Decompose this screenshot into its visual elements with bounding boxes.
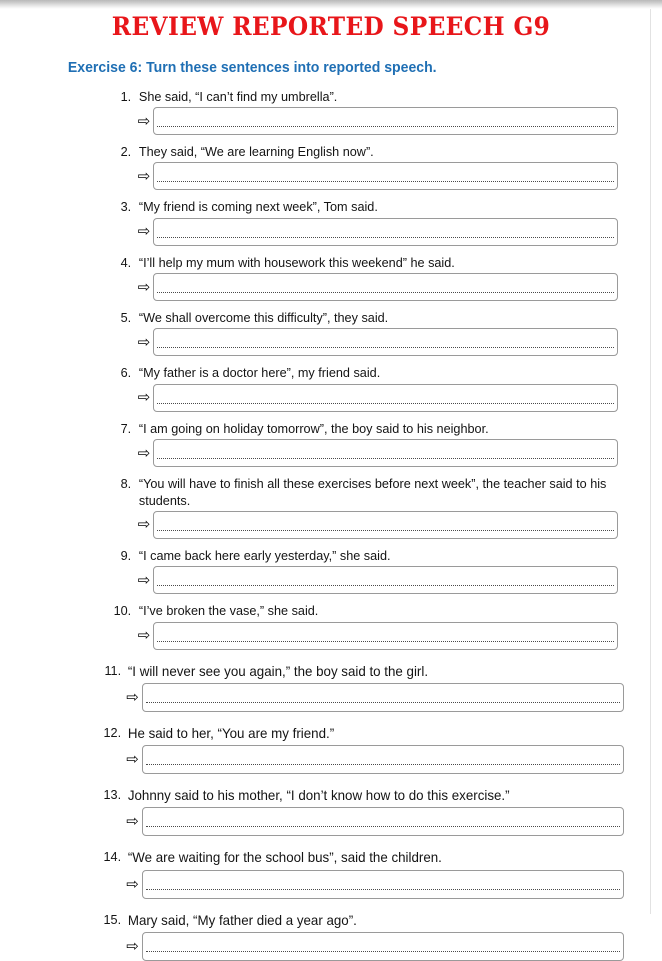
prompt-sentence <box>112 199 640 215</box>
item-number: 5. <box>120 310 132 326</box>
right-arrow-icon: ⇨ <box>137 111 151 130</box>
item-sentence-text: “You will have to finish all these exercises before next week”, the teacher said to his students. <box>138 476 607 508</box>
exercise-item <box>0 912 662 961</box>
exercise-item <box>0 849 662 898</box>
answer-writing-line <box>157 347 614 348</box>
right-arrow-icon: ⇨ <box>137 570 151 589</box>
answer-row <box>124 870 662 899</box>
answer-writing-line <box>146 951 620 952</box>
item-sentence-text: “My father is a doctor here”, my friend said. <box>138 365 381 381</box>
answer-row <box>136 566 662 594</box>
answer-box[interactable] <box>142 932 624 961</box>
item-number: 8. <box>120 476 132 492</box>
prompt-sentence <box>112 421 640 437</box>
exercise-item <box>0 663 662 712</box>
item-sentence-text: Johnny said to his mother, “I don’t know how to do this exercise.” <box>127 787 510 804</box>
right-arrow-icon: ⇨ <box>137 222 151 241</box>
answer-writing-line <box>157 126 614 127</box>
answer-row <box>136 622 662 650</box>
answer-box[interactable] <box>142 745 624 774</box>
prompt-sentence <box>112 365 640 381</box>
answer-row <box>124 683 662 712</box>
answer-row <box>124 745 662 774</box>
right-arrow-icon: ⇨ <box>137 388 151 407</box>
answer-box[interactable] <box>153 273 618 301</box>
answer-row <box>136 328 662 356</box>
item-sentence-text: Mary said, “My father died a year ago”. <box>127 911 357 928</box>
prompt-sentence <box>100 725 640 742</box>
right-arrow-icon: ⇨ <box>126 750 139 769</box>
exercise-item <box>0 144 662 190</box>
right-arrow-icon: ⇨ <box>126 936 139 955</box>
prompt-sentence <box>100 787 640 804</box>
exercise-item <box>0 476 662 539</box>
item-sentence-text: “We are waiting for the school bus”, said the children. <box>127 849 442 866</box>
answer-row <box>136 107 662 135</box>
answer-writing-line <box>157 237 614 238</box>
exercise-item <box>0 725 662 774</box>
right-arrow-icon: ⇨ <box>126 874 139 893</box>
answer-box[interactable] <box>153 622 618 650</box>
page-title: REVIEW REPORTED SPEECH G9 <box>111 12 551 41</box>
answer-row <box>124 932 662 961</box>
right-arrow-icon: ⇨ <box>126 687 139 706</box>
item-sentence-text: She said, “I can’t find my umbrella”. <box>138 88 338 104</box>
answer-box[interactable] <box>142 870 624 899</box>
answer-writing-line <box>157 181 614 182</box>
exercise-heading: Exercise 6: Turn these sentences into reported speech. <box>67 60 437 77</box>
right-arrow-icon: ⇨ <box>137 277 151 296</box>
item-number: 6. <box>120 365 132 381</box>
answer-row <box>136 273 662 301</box>
item-number: 13. <box>103 787 122 803</box>
answer-writing-line <box>157 585 614 586</box>
exercise-item <box>0 548 662 594</box>
answer-writing-line <box>157 458 614 459</box>
answer-writing-line <box>146 702 620 703</box>
answer-writing-line <box>157 292 614 293</box>
item-sentence-text: “I will never see you again,” the boy said to the girl. <box>127 662 429 679</box>
prompt-sentence <box>112 89 640 105</box>
prompt-sentence <box>112 144 640 160</box>
answer-box[interactable] <box>153 328 618 356</box>
item-sentence-text: “I am going on holiday tomorrow”, the boy said to his neighbor. <box>138 420 489 436</box>
item-number: 1. <box>120 88 132 104</box>
answer-row <box>136 162 662 190</box>
right-arrow-icon: ⇨ <box>137 515 151 534</box>
exercise-item <box>0 365 662 411</box>
item-number: 4. <box>120 254 132 270</box>
exercise-item <box>0 310 662 356</box>
right-arrow-icon: ⇨ <box>137 332 151 351</box>
prompt-sentence <box>112 255 640 271</box>
answer-writing-line <box>146 889 620 890</box>
item-sentence-text: “My friend is coming next week”, Tom said. <box>138 199 378 215</box>
answer-row <box>136 218 662 246</box>
item-sentence-text: “I came back here early yesterday,” she said. <box>138 547 391 563</box>
answer-box[interactable] <box>142 807 624 836</box>
item-sentence-text: They said, “We are learning English now”. <box>138 144 374 159</box>
answer-row <box>124 807 662 836</box>
answer-row <box>136 384 662 412</box>
item-sentence-text: “I’ll help my mum with housework this weekend” he said. <box>138 254 455 270</box>
exercise-item <box>0 603 662 649</box>
answer-writing-line <box>146 826 620 827</box>
item-sentence-text: “We shall overcome this difficulty”, they said. <box>138 310 389 326</box>
exercise-item <box>0 89 662 135</box>
item-number: 11. <box>104 662 122 678</box>
exercise-item <box>0 421 662 467</box>
answer-writing-line <box>157 403 614 404</box>
item-number: 12. <box>103 724 122 740</box>
right-arrow-icon: ⇨ <box>137 626 151 645</box>
answer-box[interactable] <box>153 162 618 190</box>
right-arrow-icon: ⇨ <box>137 443 151 462</box>
answer-box[interactable] <box>153 384 618 412</box>
exercise-item <box>0 199 662 245</box>
exercise-item-list-part-1 <box>0 89 662 650</box>
answer-box[interactable] <box>142 683 624 712</box>
item-number: 15. <box>103 911 122 927</box>
item-sentence-text: He said to her, “You are my friend.” <box>127 724 335 741</box>
answer-writing-line <box>157 530 614 531</box>
exercise-item-list-part-2 <box>0 663 662 961</box>
prompt-sentence <box>112 476 640 509</box>
item-number: 3. <box>120 199 132 215</box>
answer-box[interactable] <box>153 511 618 539</box>
item-sentence-text: “I’ve broken the vase,” she said. <box>138 603 319 619</box>
right-arrow-icon: ⇨ <box>126 812 139 831</box>
answer-box[interactable] <box>153 218 618 246</box>
answer-writing-line <box>157 641 614 642</box>
item-number: 10. <box>113 603 132 619</box>
prompt-sentence <box>100 912 640 929</box>
item-number: 7. <box>120 420 132 436</box>
exercise-item <box>0 787 662 836</box>
exercise-item <box>0 255 662 301</box>
item-number: 14. <box>103 849 122 865</box>
answer-box[interactable] <box>153 439 618 467</box>
prompt-sentence <box>100 849 640 866</box>
answer-box[interactable] <box>153 107 618 135</box>
item-number: 2. <box>120 144 132 159</box>
answer-row <box>136 439 662 467</box>
prompt-sentence <box>112 310 640 326</box>
right-arrow-icon: ⇨ <box>137 166 151 185</box>
prompt-sentence <box>112 548 640 564</box>
answer-box[interactable] <box>153 566 618 594</box>
answer-row <box>136 511 662 539</box>
prompt-sentence <box>100 663 640 680</box>
answer-writing-line <box>146 764 620 765</box>
item-number: 9. <box>120 547 132 563</box>
prompt-sentence <box>112 603 640 619</box>
